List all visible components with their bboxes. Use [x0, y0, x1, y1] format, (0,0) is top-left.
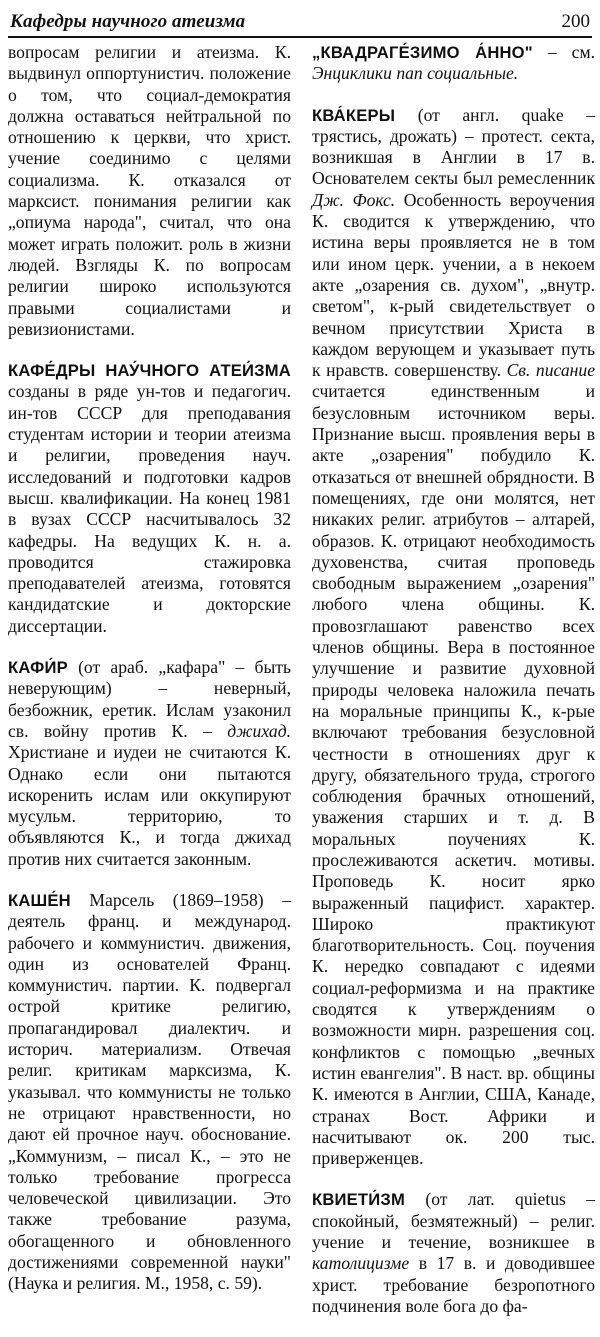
entry-text: Особенность вероучения К. сводится к утверждению, что истина веры проявляется не в том или ином церк. учении, а в некоем акте „озарения св. духом", „внутр. светом", к-рый свидетельствует о вечном присутствии Христа в каждом верующем и указывает путь к нравств. совершенству.: [312, 189, 595, 381]
entry-kashen: [8, 890, 291, 1295]
entry-italic-term: Дж. Фокс.: [312, 189, 396, 210]
entry-text: Христиане и иудеи не считаются К. Однако если они пытаются искоренить ислам или оккупируют мусульм. территорию, то объявляются К., и тогда джихад против них считается законным.: [8, 742, 291, 869]
entry-headword: КВИЕТИ́ЗМ: [312, 1190, 405, 1210]
entry-kvadragezimo: [312, 42, 595, 85]
running-header: [8, 10, 592, 38]
entry-text: Марсель (1869–1958) – деятель франц. и международ. рабочего и коммунистич. движения, один из основателей Франц. коммунистич. партии. К. подвергал острой критике религию, пропагандировал диалектич. и историч. материализм. Отвечая религ. критикам марксизма, К. указывал. что коммунисты не только не отрицают нравственности, но дают ей прочное науч. обоснование. „Коммунизм, – писал К., – это не только требование прогресса человеческой цивилизации. Это также требование разума, обогащенного и обновленного достижениями современной науки" (Наука и религия. М., 1958, с. 59).: [8, 889, 291, 1294]
left-column: [8, 42, 291, 1315]
entry-kafir: [8, 657, 291, 870]
entry-headword: КАФЕ́ДРЫ НАУ́ЧНОГО АТЕИ́ЗМА: [8, 361, 291, 381]
entry-italic-term: Св. писание: [506, 360, 595, 381]
entry-headword: „КВАДРАГЕ́ЗИМО А́ННО": [312, 43, 533, 62]
entry-kvakery: [312, 105, 595, 1170]
entry-text: созданы в ряде ун-тов и педагогич. ин-тов СССР для преподавания студентам истории и теории атеизма и религии, проведения науч. исследований и подготовки кадров высш. квалификации. На конец 1981 в вузах СССР насчитывалось 32 кафедры. На ведущих К. н. а. проводится стажировка преподавателей атеизма, готовятся кандидатские и докторские диссертации.: [8, 381, 291, 636]
right-column: [312, 42, 595, 1337]
entry-text: считается единственным и безусловным источником веры. Признание высш. проявления веры в акте „озарения" побудило К. отказаться от внешней обрядности. В помещениях, где они молятся, нет никаких религ. атрибутов – алтарей, образов. К. отрицают необходимость духовенства, считая проповедь свободным выражением „озарения" любого члена общины. К. провозглашают равенство всех членов общины. Вера в постоянное улучшение и развитие духовной природы человека наложила печать на моральные принципы К., к-рые включают требования безусловной честности в отношениях друг к другу, обязательного труда, строгого соблюдения брачных отношений, уважения старших и т. д. В моральных поучениях К. прослеживаются аскетич. мотивы. Проповедь К. носит ярко выраженный пацифист. характер. Широко практикуют благотворительность. Соц. поучения К. нередко совпадают с идеями социал-реформизма и на практике сводятся к утверждениям о возможности мирн. разрешения соц. конфликтов с помощью „вечных истин евангелия". В наст. вр. общины К. имеются в Англии, США, Канаде, странах Вост. Африки и насчитывают ок. 200 тыс. приверженцев.: [312, 381, 595, 1169]
entry-headword: КАШЕ́Н: [8, 890, 71, 910]
cross-reference: Энциклики пап социальные.: [312, 63, 519, 84]
entry-text: – см.: [532, 42, 595, 62]
entry-text: (от араб. „кафара" – быть неверующим) – неверный, безбожник, еретик. Ислам узаконил св. войну против К. –: [8, 657, 291, 741]
entry-text: (от лат. quietus – спокойный, безмятежный) – религ. учение и течение, возникшее в: [312, 1189, 595, 1253]
entry-kafedry: [8, 360, 291, 637]
entry-italic-term: джихад.: [227, 720, 291, 741]
entry-headword: КВА́КЕРЫ: [312, 105, 396, 125]
entry-italic-term: католицизме: [312, 1253, 410, 1274]
page-number: 200: [561, 11, 590, 32]
running-header-title: Кафедры научного атеизма: [10, 11, 246, 32]
continuation-paragraph: вопросам религии и атеизма. К. выдвинул оппортунистич. положение о том, что социал-демократия должна оставаться нейтральной по отношению к церкви, что христ. учение соединимо с целями социализма. К. отказался от марксист. понимания религии как „опиума народа", считал, что она может играть положит. роль в жизни людей. Взгляды К. по вопросам религии широко используются правыми социалистами и ревизионистами.: [8, 42, 291, 339]
entry-kvietizm: [312, 1189, 595, 1317]
entry-text: в 17 в. и доводившее христ. требование безропотного подчинения воле бога до фа-: [312, 1253, 595, 1316]
entry-headword: КАФИ́Р: [8, 658, 68, 678]
entry-text: (от англ. quake – трястись, дрожать) – протест. секта, возникшая в Англии в 17 в. Основателем секты был ремесленник: [312, 104, 595, 189]
